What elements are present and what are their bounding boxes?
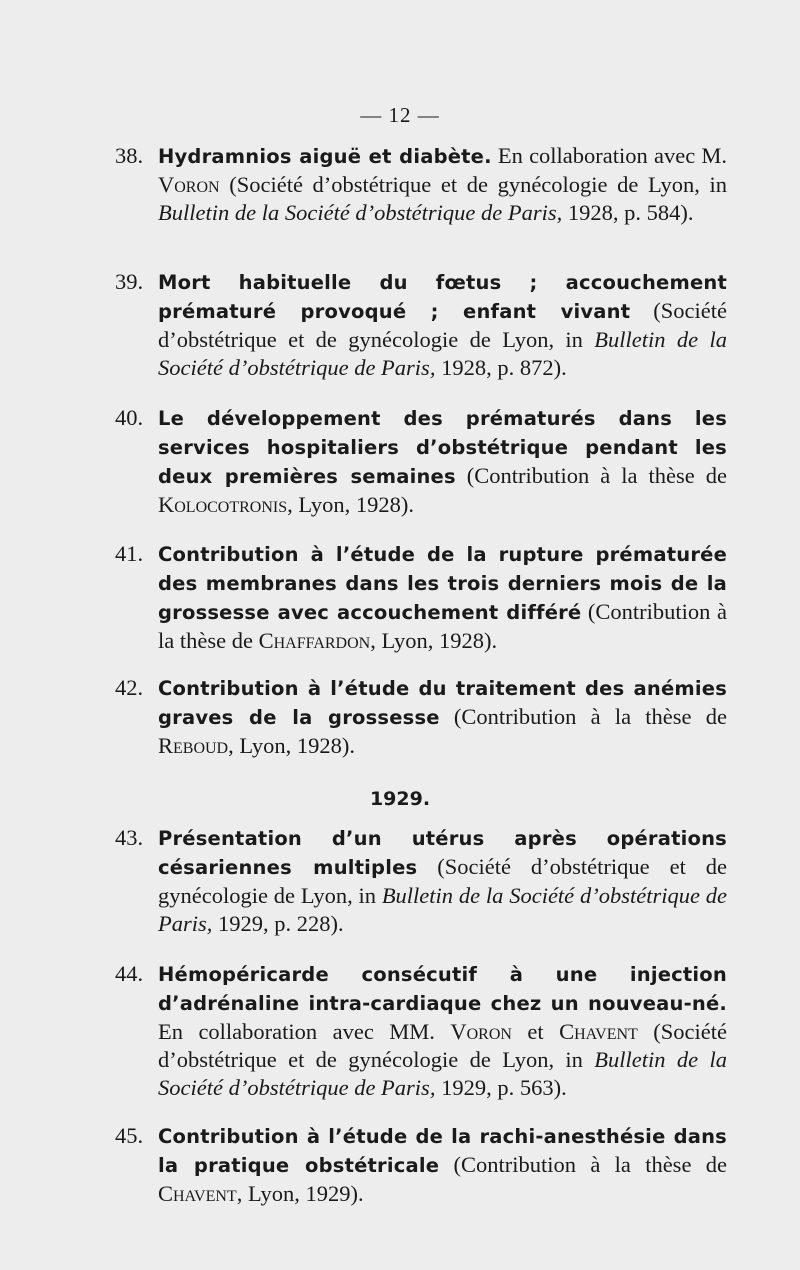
journal-title: Bulletin de la Société d’obstétrique de Paris, bbox=[158, 327, 727, 380]
author-name: Voron bbox=[158, 172, 220, 197]
journal-title: Bulletin de la Société d’obstétrique de Paris, bbox=[158, 1047, 727, 1100]
entry-text: 1928, p. 872). bbox=[435, 355, 567, 380]
entry-text: (Contribution à la thèse de bbox=[455, 463, 727, 488]
entry-text: En collaboration avec MM. bbox=[158, 1019, 451, 1044]
page-number: — 12 — bbox=[360, 103, 440, 127]
entry-text: (Contribution à la thèse de bbox=[439, 1152, 727, 1177]
entry-text: , Lyon, 1929). bbox=[236, 1181, 364, 1206]
author-name: Chaffardon bbox=[258, 628, 371, 653]
entry-text: , Lyon, 1928). bbox=[370, 628, 498, 653]
year-heading: 1929. bbox=[369, 788, 431, 810]
entry-text: et bbox=[511, 1019, 560, 1044]
entry-title: Présentation d’un utérus après opérations césariennes multiples bbox=[158, 827, 727, 879]
entry-text: En collaboration avec M. bbox=[491, 143, 727, 168]
bibliography-entry-44 bbox=[115, 960, 727, 1102]
entry-text: (Société d’obstétrique et de gynécologie de Lyon, in bbox=[219, 172, 727, 197]
entry-title: Hémopéricarde consécutif à une injection d’adrénaline intra-cardiaque chez un nouveau-né. bbox=[158, 963, 727, 1015]
bibliography-entry-43 bbox=[115, 824, 727, 938]
bibliography-entry-42 bbox=[115, 674, 727, 760]
entry-number: 45. bbox=[115, 1123, 144, 1148]
entry-text: (Contribution à la thèse de bbox=[158, 599, 727, 653]
entry-title: Hydramnios aiguë et diabète. bbox=[158, 145, 492, 168]
entry-text: (Société d’obstétrique et de gynécologie de Lyon, in bbox=[158, 298, 727, 352]
entry-number: 41. bbox=[115, 541, 144, 566]
entry-number: 42. bbox=[115, 675, 144, 700]
author-name: Voron bbox=[450, 1019, 512, 1044]
entry-text: 1928, p. 584). bbox=[562, 200, 694, 225]
entry-text: 1929, p. 563). bbox=[435, 1075, 567, 1100]
bibliography-entry-40 bbox=[115, 404, 727, 519]
entry-text: , Lyon, 1928). bbox=[228, 733, 355, 758]
entry-title: Le développement des prématurés dans les services hospitaliers d’obstétrique pendant les deux premières semaines bbox=[158, 407, 727, 488]
entry-title: Contribution à l’étude de la rachi-anesthésie dans la pratique obstétricale bbox=[158, 1125, 727, 1177]
author-name: Chavent bbox=[559, 1019, 638, 1044]
entry-number: 40. bbox=[115, 405, 144, 430]
author-name: Kolocotronis bbox=[158, 492, 288, 517]
entry-number: 39. bbox=[115, 269, 144, 294]
author-name: Reboud bbox=[158, 733, 229, 758]
bibliography-entry-38 bbox=[115, 142, 727, 227]
bibliography-entry-41 bbox=[115, 540, 727, 655]
journal-title: Bulletin de la Société d’obstétrique de Paris, bbox=[158, 200, 563, 225]
entry-text: (Contribution à la thèse de bbox=[439, 704, 727, 729]
entry-number: 44. bbox=[115, 961, 144, 986]
entry-text: (Société d’obstétrique et de gynécologie de Lyon, in bbox=[158, 1019, 727, 1072]
bibliography-entry-45 bbox=[115, 1122, 727, 1208]
bibliography-entry-39 bbox=[115, 268, 727, 382]
entry-number: 38. bbox=[115, 143, 144, 168]
journal-title: Bulletin de la Société d’obstétrique de Paris, bbox=[158, 883, 728, 936]
entry-text: , Lyon, 1928). bbox=[287, 492, 415, 517]
entry-title: Contribution à l’étude du traitement des anémies graves de la grossesse bbox=[158, 677, 727, 729]
entry-text: (Société d’obstétrique et de gynécologie de Lyon, in bbox=[158, 854, 727, 908]
entry-text: 1929, p. 228). bbox=[212, 911, 344, 936]
author-name: Chavent bbox=[158, 1181, 237, 1206]
entry-title: Contribution à l’étude de la rupture prématurée des membranes dans les trois derniers mois de la grossesse avec accouchement différé bbox=[158, 543, 727, 624]
entry-number: 43. bbox=[115, 825, 144, 850]
entry-title: Mort habituelle du fœtus ; accouchement prématuré provoqué ; enfant vivant bbox=[158, 271, 727, 323]
